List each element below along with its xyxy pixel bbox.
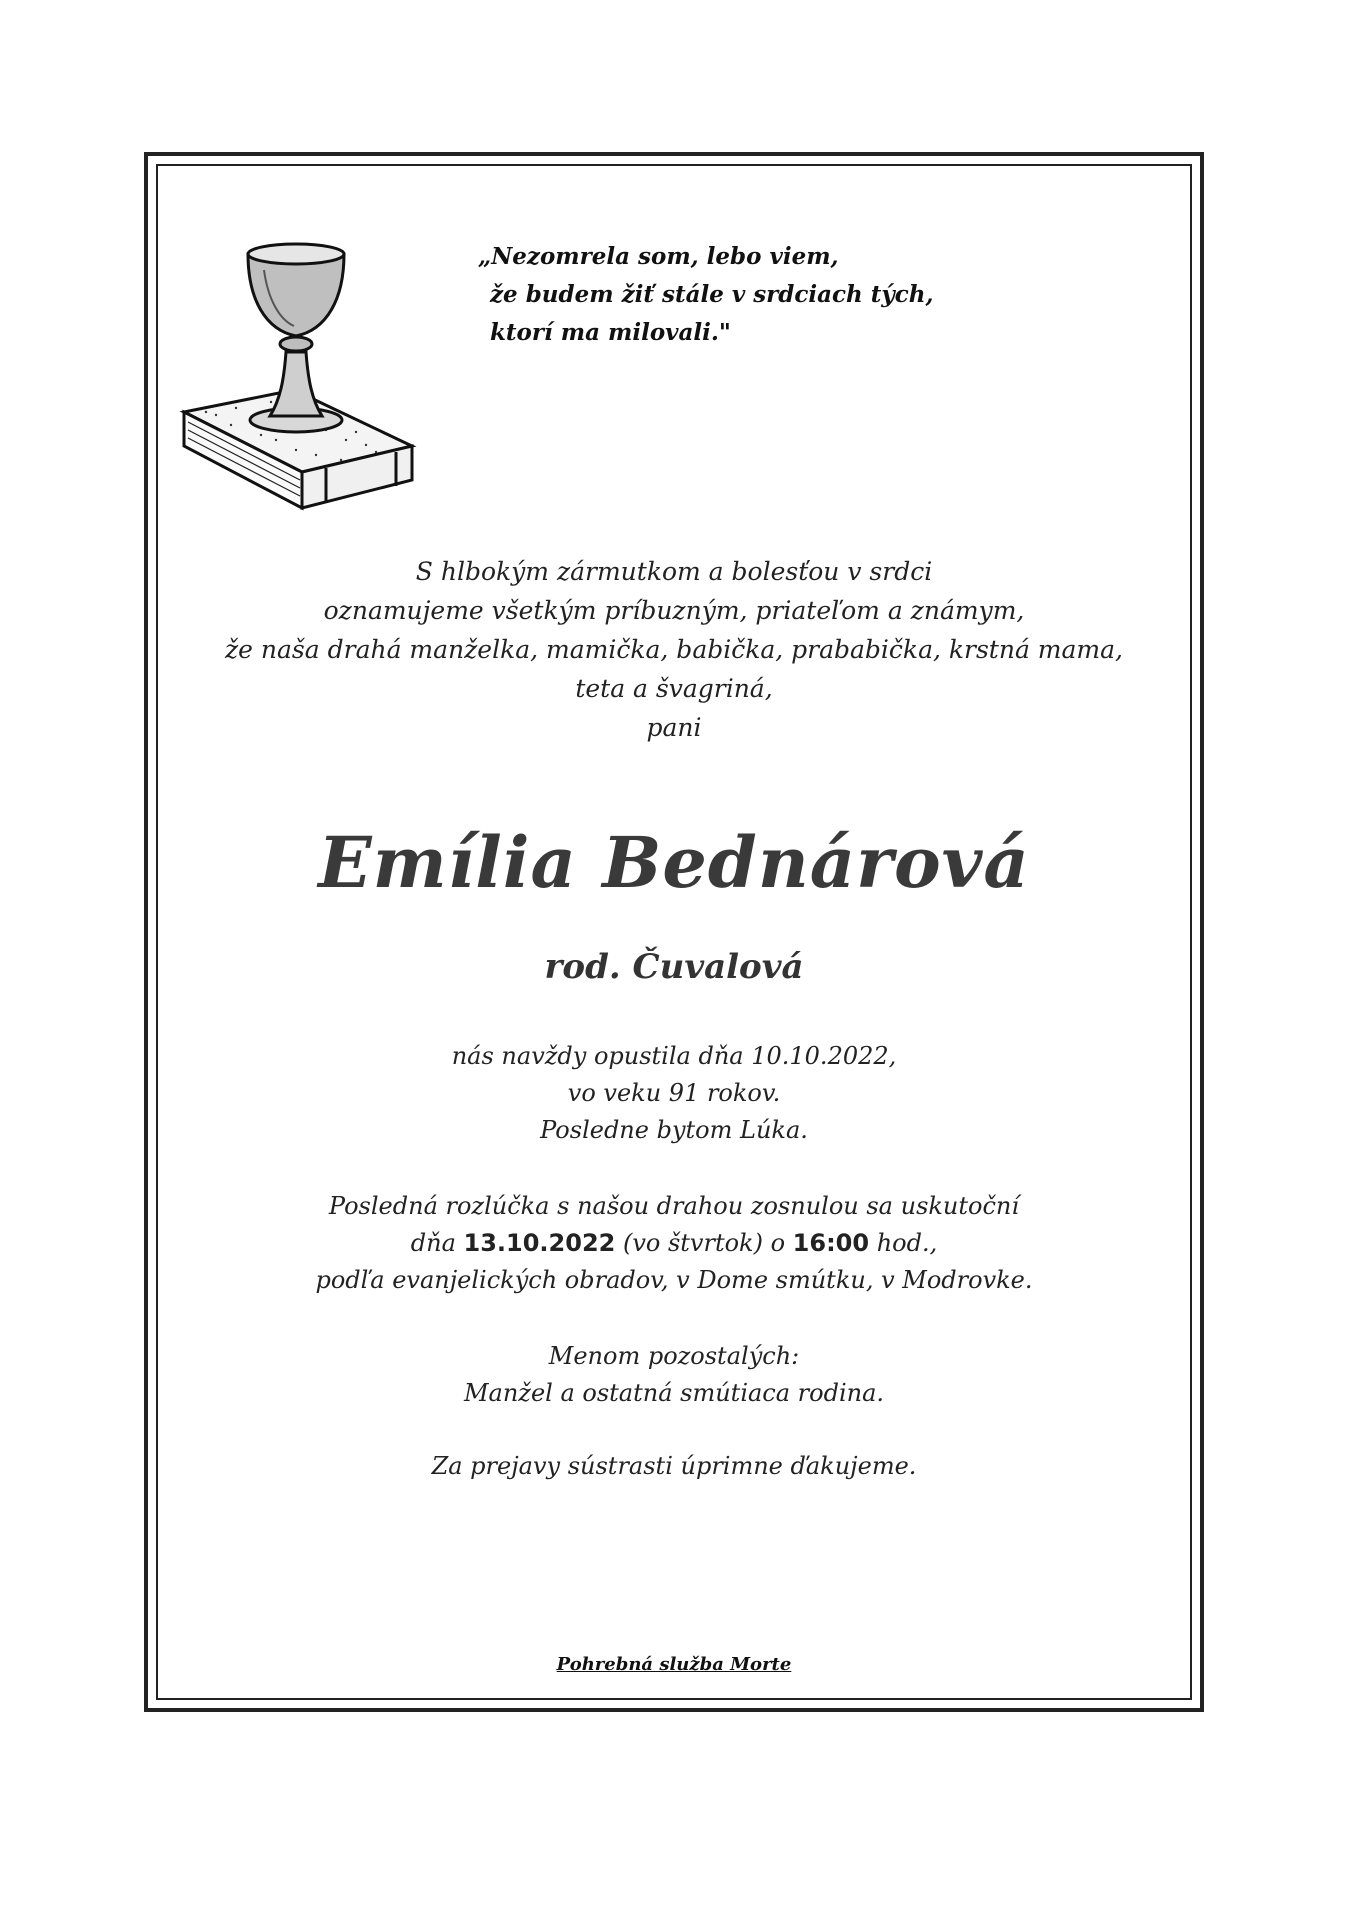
intro-line-3: že naša drahá manželka, mamička, babička, prababička, krstná mama, (225, 635, 1123, 664)
intro-line-1: S hlbokým zármutkom a bolesťou v srdci (415, 557, 933, 586)
funeral-details (144, 1188, 1204, 1299)
death-details (144, 1038, 1204, 1149)
chalice-on-book-icon (176, 240, 486, 540)
quote-line-3: ktorí ma milovali." (490, 319, 731, 346)
thanks-line-1: Za prejavy sústrasti úprimne ďakujeme. (431, 1452, 917, 1480)
deceased-name: Emília Bednárová (318, 821, 1030, 904)
funeral-line-2 (144, 1225, 1204, 1262)
announcement-intro (144, 552, 1204, 747)
funeral-date: 13.10.2022 (463, 1229, 616, 1257)
funeral-line-1: Posledná rozlúčka s našou drahou zosnulou sa uskutoční (328, 1192, 1020, 1220)
thanks-note (144, 1448, 1204, 1485)
signatory-line-2: Manžel a ostatná smútiaca rodina. (463, 1379, 885, 1407)
death-line-2: vo veku 91 rokov. (567, 1079, 781, 1107)
intro-line-5: pani (646, 713, 702, 742)
funeral-day: (vo štvrtok) o (615, 1229, 793, 1257)
funeral-date-prefix: dňa (410, 1229, 464, 1257)
quote-line-1: „Nezomrela som, lebo viem, (478, 243, 839, 270)
quote-line-2: že budem žiť stále v srdciach tých, (490, 281, 934, 308)
funeral-time-suffix: hod., (869, 1229, 938, 1257)
funeral-time: 16:00 (792, 1229, 870, 1257)
death-line-3: Posledne bytom Lúka. (540, 1116, 808, 1144)
signatory (144, 1338, 1204, 1412)
funeral-line-3: podľa evanjelických obradov, v Dome smútku, v Modrovke. (315, 1266, 1033, 1294)
deceased-birth-name: rod. Čuvalová (544, 947, 804, 987)
signatory-line-1: Menom pozostalých: (548, 1342, 800, 1370)
death-line-1: nás navždy opustila dňa 10.10.2022, (451, 1042, 897, 1070)
memorial-quote (478, 238, 938, 352)
intro-line-2: oznamujeme všetkým príbuzným, priateľom a známym, (323, 596, 1025, 625)
funeral-service-name: Pohrebná služba Morte (556, 1654, 792, 1675)
intro-line-4: teta a švagriná, (575, 674, 773, 703)
